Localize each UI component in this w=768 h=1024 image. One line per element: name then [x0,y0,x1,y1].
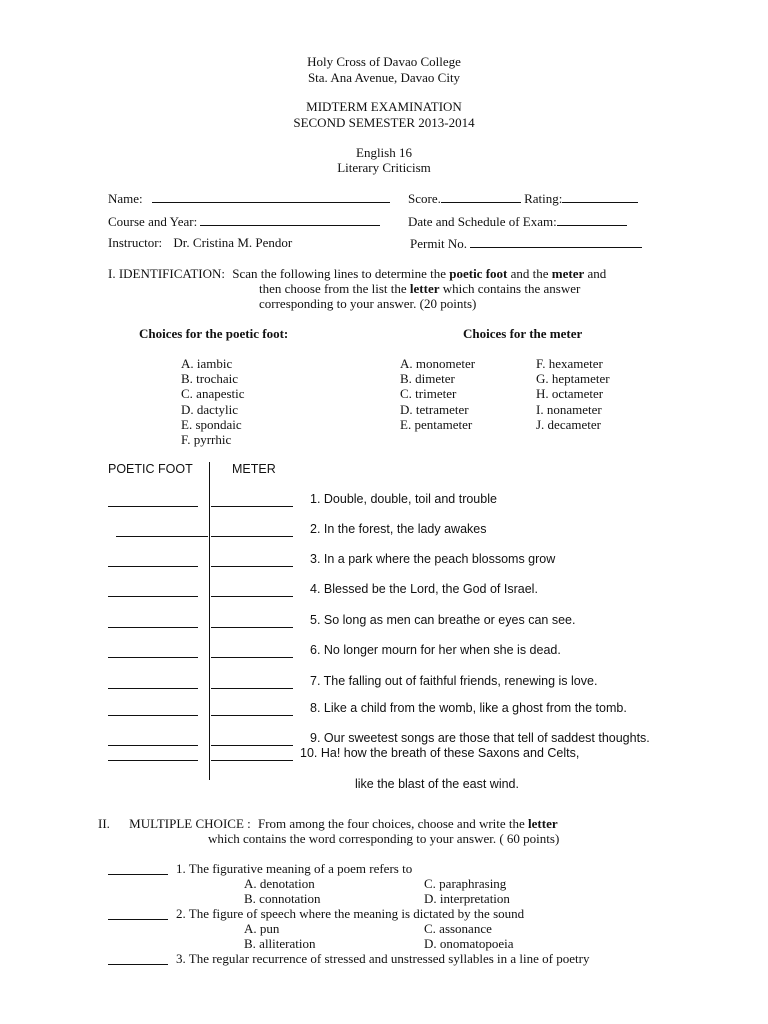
instructor-label: Instructor: [108,235,163,250]
name-label: Name: [108,191,143,206]
part1-bold-meter: meter [551,266,585,281]
mc-answer-blank[interactable] [108,919,168,920]
meter-choice: C. trimeter [400,386,457,402]
part1-title: IDENTIFICATION: [118,266,225,281]
meter-answer-blank[interactable] [211,657,293,658]
foot-choices-heading: Choices for the poetic foot: [139,326,289,341]
scan-item: 5. So long as men can breathe or eyes can see. [310,613,576,627]
foot-answer-blank[interactable] [108,745,198,746]
scan-item: 1. Double, double, toil and trouble [310,492,497,506]
course-code: English 16 [356,145,412,160]
part1-bold-letter: letter [409,281,440,296]
meter-choice-list-2 [536,356,610,432]
exam-title: MIDTERM EXAMINATION [306,99,462,114]
foot-choice: A. iambic [181,356,233,371]
meter-choice: D. tetrameter [400,401,469,417]
instructor-name: Dr. Cristina M. Pendor [173,235,293,250]
foot-answer-blank[interactable] [108,596,198,597]
part1-text: and the [510,266,549,281]
mc-question: 1. The figurative meaning of a poem refers to [176,861,413,876]
column-divider [209,462,210,780]
score-field [408,190,638,207]
permit-blank[interactable] [470,235,642,248]
scan-item: 7. The falling out of faithful friends, renewing is love. [310,674,598,688]
foot-choice: B. trochaic [181,371,239,387]
meter-answer-blank[interactable] [211,536,293,537]
foot-answer-blank[interactable] [108,566,198,567]
meter-choice: B. dimeter [400,371,455,387]
scan-item: 8. Like a child from the womb, like a ghost from the tomb. [310,701,627,715]
foot-choice: D. dactylic [181,401,239,417]
part1-line2 [259,281,580,297]
part1-number: I. [108,266,116,281]
part2-line1 [98,816,558,832]
mc-choice: B. alliteration [244,936,316,951]
school-name: Holy Cross of Davao College [307,54,461,69]
date-field [408,213,627,230]
foot-choice: E. spondaic [181,416,242,432]
meter-choice: G. heptameter [536,371,610,387]
rating-blank[interactable] [562,190,638,203]
scan-item: 4. Blessed be the Lord, the God of Israel. [310,582,538,596]
mc-choice: A. denotation [244,876,315,891]
course-subject: Literary Criticism [337,160,431,175]
part2-text: From among the four choices, choose and write the [258,816,525,831]
foot-answer-blank[interactable] [108,760,198,761]
scan-item: 9. Our sweetest songs are those that tell of saddest thoughts. [310,731,650,745]
mc-question: 3. The regular recurrence of stressed and unstressed syllables in a line of poetry [176,951,590,966]
foot-choice: F. pyrrhic [181,432,232,448]
part2-title: MULTIPLE CHOICE : [129,816,251,831]
part1-bold-foot: poetic foot [449,266,508,281]
score-label: Score. [408,191,441,206]
scan-item: 6. No longer mourn for her when she is dead. [310,643,561,657]
rating-label: Rating: [524,191,563,206]
meter-choice-list-1 [400,356,475,432]
mc-choice: C. assonance [424,921,492,936]
foot-answer-blank[interactable] [108,627,198,628]
name-blank[interactable] [152,190,390,203]
date-blank[interactable] [557,213,627,226]
mc-answer-blank[interactable] [108,874,168,875]
meter-answer-blank[interactable] [211,566,293,567]
scan-item: 10. Ha! how the breath of these Saxons and Celts, [300,746,580,760]
meter-choices-heading: Choices for the meter [463,326,583,341]
column-poetic-foot: POETIC FOOT [108,462,193,476]
foot-choice: C. anapestic [181,386,245,402]
exam-semester: SECOND SEMESTER 2013-2014 [293,115,475,130]
meter-choice: H. octameter [536,386,604,402]
mc-choice: D. interpretation [424,891,510,906]
column-meter: METER [232,462,276,476]
foot-answer-blank[interactable] [108,688,198,689]
part2-line2: which contains the word corresponding to your answer. ( 60 points) [208,831,560,846]
mc-answer-blank[interactable] [108,964,168,965]
meter-choice: A. monometer [400,356,476,371]
mc-choice: B. connotation [244,891,321,906]
mc-choice: D. onomatopoeia [424,936,514,951]
course-year-label: Course and Year: [108,214,198,229]
meter-answer-blank[interactable] [211,627,293,628]
foot-answer-blank[interactable] [108,715,198,716]
meter-choice: I. nonameter [536,401,602,417]
meter-answer-blank[interactable] [211,506,293,507]
score-blank[interactable] [441,190,521,203]
instructor-field [108,235,292,251]
part2-number: II. [98,816,110,831]
meter-choice: E. pentameter [400,416,473,432]
meter-answer-blank[interactable] [211,688,293,689]
scan-item: 2. In the forest, the lady awakes [310,522,487,536]
name-field [108,190,390,207]
date-label: Date and Schedule of Exam: [408,214,557,229]
part1-text: which contains the answer [442,281,581,296]
school-address: Sta. Ana Avenue, Davao City [307,70,461,85]
part1-line1 [108,266,606,282]
meter-choice: F. hexameter [536,356,603,371]
scan-item-continuation: like the blast of the east wind. [355,777,519,791]
course-year-field [108,213,380,230]
mc-choice: C. paraphrasing [424,876,507,891]
permit-field [410,235,642,252]
part2-bold-letter: letter [528,816,558,831]
part1-text: then choose from the list the [259,281,407,296]
meter-answer-blank[interactable] [211,715,293,716]
part1-text: Scan the following lines to determine the [232,266,446,281]
permit-label: Permit No. [410,236,468,251]
meter-answer-blank[interactable] [211,760,293,761]
mc-choice: A. pun [244,921,280,936]
foot-answer-blank[interactable] [108,657,198,658]
meter-answer-blank[interactable] [211,596,293,597]
foot-choice-list [181,356,245,447]
meter-answer-blank[interactable] [211,745,293,746]
part1-text: and [587,266,607,281]
meter-choice: J. decameter [536,416,601,432]
foot-answer-blank[interactable] [116,536,208,537]
course-year-blank[interactable] [200,213,380,226]
foot-answer-blank[interactable] [108,506,198,507]
mc-question: 2. The figure of speech where the meaning is dictated by the sound [176,906,525,921]
scan-item: 3. In a park where the peach blossoms grow [310,552,556,566]
part1-line3: corresponding to your answer. (20 points) [259,296,477,311]
